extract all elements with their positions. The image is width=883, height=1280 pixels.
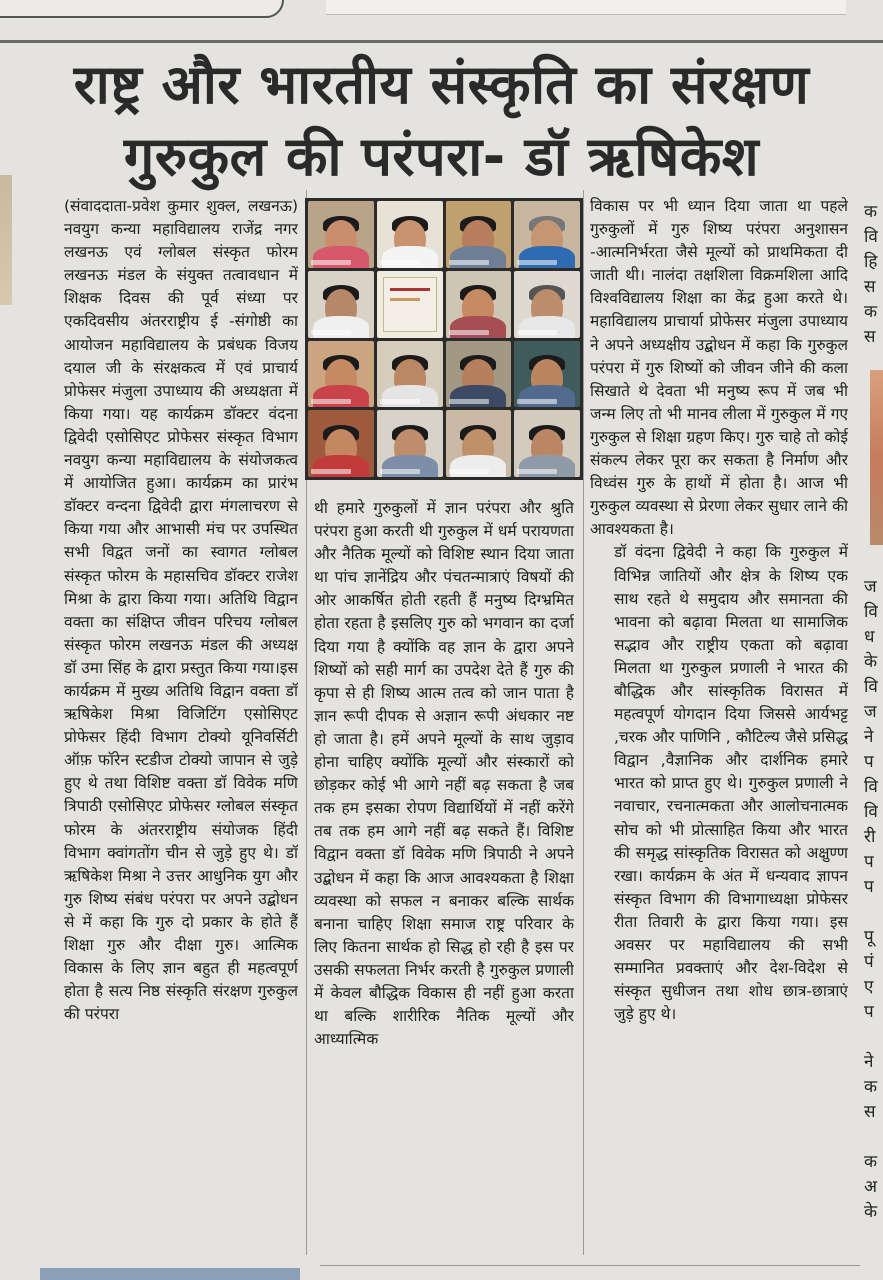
clipped-text-fragment: स [864,277,876,297]
participant-tile [308,201,374,268]
participant-tile [377,201,443,268]
bottom-rule [320,1265,860,1266]
participant-tile [377,341,443,408]
presentation-slide-tile [377,271,443,338]
clipped-text-fragment [864,525,883,550]
clipped-text-fragment: पं [864,952,874,972]
article-column-2 [314,497,574,1257]
clipped-text-fragment: पू [864,927,874,947]
clipped-text-fragment: री [864,827,876,847]
participant-tile [446,201,512,268]
participant-tile [308,410,374,477]
clipped-text-fragment: ध [864,627,875,647]
clipped-text-fragment [864,450,883,475]
participant-tile [514,271,580,338]
clipped-text-fragment: वि [864,677,878,697]
adjacent-article-bottom-edge [40,1268,300,1280]
clipped-text-fragment: क [864,1152,878,1172]
headline [20,50,863,192]
clipped-text-fragment [864,375,883,400]
participant-tile [308,271,374,338]
clipped-text-fragment [864,500,883,525]
clipped-text-fragment [864,1025,883,1050]
clipped-text-fragment: वि [864,802,878,822]
clipped-text-fragment [864,1125,883,1150]
column-2-text: थी हमारे गुरुकुलों में ज्ञान परंपरा और श्रुति परंपरा हुआ करती थी गुरुकुल में धर्म परायणता और नैतिक मूल्यों को विशिष्ट स्थान दिया जाता था पांच ज्ञानेंद्रिय और पंचतन्मात्राएं विषयों की ओर आकर्षित होती रहती हैं मनुष्य दिग्भ्रमित होता रहता है इसलिए गुरु को भगवान का दर्जा दिया गया है क्योंकि वह ज्ञान के द्वारा अपने शिष्यों को सही मार्ग का उपदेश देते हैं गुरु की कृपा से ही शिष्य आत्म तत्व को जान पाता है ज्ञान रूपी दीपक से अज्ञान रूपी अंधकार नष्ट हो जाता है। हमें अपने मूल्यों के साथ जुड़ाव होना चाहिए क्योंकि मूल्यों और संस्कारों को छोड़कर कोई भी आगे नहीं बढ़ सकता है जब तक हम इसका रोपण विद्यार्थियों में नहीं करेंगे तब तक हम आगे नहीं बढ़ सकते हैं। विशिष्ट विद्वान वक्ता डॉ विवेक मणि त्रिपाठी ने अपने उद्बोधन में कहा कि आज आवश्यकता है शिक्षा व्यवस्था को सफल न बनाकर बल्कि सार्थक बनाना चाहिए शिक्षा समाज राष्ट्र परिवार के लिए कितना सार्थक हो सिद्ध हो रही है इस पर उसकी सफलता निर्भर करती है गुरुकुल प्रणाली में केवल बौद्धिक विकास ही नहीं हुआ करता था बल्कि शारीरिक नैतिक मूल्यों और आध्यात्मिक [314,499,574,1049]
adjacent-article-box [0,0,284,18]
clipped-text-fragment [864,550,883,575]
clipped-text-fragment: ज [864,577,877,597]
webinar-screenshot-photo [305,198,583,480]
clipped-text-fragment [864,400,883,425]
clipped-text-fragment: ने [864,1052,874,1072]
participant-tile [446,271,512,338]
clipped-text-fragment: वि [864,777,878,797]
participant-tile [446,341,512,408]
article-column-3 [590,195,848,1255]
clipped-text-fragment: प [864,1002,874,1022]
column-3-paragraph-1: विकास पर भी ध्यान दिया जाता था पहले गुरुकुलों में गुरु शिष्य परंपरा अनुशासन -आत्मनिर्भरता जैसे मूल्यों को प्राथमिकता दी जाती थी। नालंदा तक्षशिला विक्रमशिला आदि विश्वविद्यालय शिक्षा का केंद्र हुआ करते थे।महाविद्यालय प्राचार्या प्रोफेसर मंजुला उपाध्याय ने अपने अध्यक्षीय उद्बोधन में कहा कि गुरुकुल परंपरा में गुरु शिष्यों को जीवन जीने की कला सिखाते थे देवता भी मनुष्य रूप में जब भी जन्म लिए तो भी मानव लीला में गुरुकुल में गए गुरुकुल से शिक्षा ग्रहण किए। गुरु चाहे तो कोई संकल्प लेकर पूरा कर सकता है निर्माण और विध्वंस गुरु के हाथों में होता है। आज भी गुरुकुल व्यवस्था से प्रेरणा लेकर सुधार लाने की आवश्यकता है। [590,197,848,539]
clipped-text-fragment: के [864,1202,878,1222]
clipped-text-fragment: क [864,202,878,222]
clipped-text-fragment: के [864,652,878,672]
clipped-text-fragment: ए [864,977,874,997]
clipped-text-fragment: प [864,752,874,772]
adjacent-article-clipped-text [864,200,883,1250]
clipped-text-fragment: स [864,1102,876,1122]
participant-tile [514,201,580,268]
clipped-text-fragment: स [864,327,876,347]
top-rule [0,40,883,43]
adjacent-photo-edge [0,175,12,305]
column-divider [583,190,584,1255]
clipped-text-fragment [864,350,883,375]
clipped-text-fragment: वि [864,227,878,247]
participant-tile [514,341,580,408]
clipped-text-fragment: ज [864,702,877,722]
participant-tile [514,410,580,477]
clipped-text-fragment: प [864,852,874,872]
headline-line-2: गुरुकुल की परंपरा- डॉ ऋषिकेश [123,125,760,188]
column-1-text: (संवाददाता-प्रवेश कुमार शुक्ल, लखनऊ) नवयुग कन्या महाविद्यालय राजेंद्र नगर लखनऊ एवं ग्लोबल संस्कृत फोरम लखनऊ मंडल के संयुक्त तत्वावधान में शिक्षक दिवस की पूर्व संध्या पर एकदिवसीय अंतरराष्ट्रीय ई -संगोष्ठी का आयोजन महाविद्यालय के प्रबंधक विजय दयाल जी के संरक्षकत्व में एवं प्राचार्य प्रोफेसर मंजुला उपाध्याय की अध्यक्षता में किया गया। यह कार्यक्रम डॉक्टर वंदना द्विवेदी एसोसिएट प्रोफेसर संस्कृत विभाग नवयुग कन्या महाविद्यालय के संयोजकत्व में आयोजित हुआ। कार्यक्रम का प्रारंभ डॉक्टर वन्दना द्विवेदी द्वारा मंगलाचरण से किया गया और आभासी मंच पर उपस्थित सभी विद्वत जनों का स्वागत ग्लोबल संस्कृत फोरम के महासचिव डॉक्टर राजेश मिश्रा के द्वारा किया गया। अतिथि विद्वान वक्ता का संक्षिप्त जीवन परिचय ग्लोबल संस्कृत फोरम लखनऊ मंडल की अध्यक्ष डॉ उमा सिंह के द्वारा प्रस्तुत किया गया।इस कार्यक्रम में मुख्य अतिथि विद्वान वक्ता डॉ ऋषिकेश मिश्रा विजिटिंग एसोसिएट प्रोफेसर हिंदी विभाग टोक्यो यूनिवर्सिटी ऑफ़ फॉरेन स्टडीज टोक्यो जापान से जुड़े हुए थे तथा विशिष्ट वक्ता डॉ विवेक मणि त्रिपाठी एसोसिएट प्रोफेसर ग्लोबल संस्कृत फोरम के अंतरराष्ट्रीय संयोजक हिंदी विभाग क्वांगतोंग चीन से जुड़े हुए थे। डॉ ऋषिकेश मिश्रा ने उत्तर आधुनिक युग और गुरु शिष्य संबंध परंपरा पर अपने उद्बोधन से में कहा कि गुरु दो प्रकार के होते हैं शिक्षा गुरु और दीक्षा गुरु। आत्मिक विकास के लिए ज्ञान बहुत ही महत्वपूर्ण होता है सत्य निष्ठ संस्कृति संरक्षण गुरुकुल की परंपरा [64,197,298,1024]
headline-line-1: राष्ट्र और भारतीय संस्कृति का संरक्षण [73,53,810,116]
clipped-text-fragment: ने [864,727,874,747]
article-column-1 [40,195,298,1255]
participant-tile [377,410,443,477]
clipped-text-fragment: प [864,877,874,897]
adjacent-article-edge [326,0,846,15]
clipped-text-fragment: क [864,302,878,322]
participant-tile [308,341,374,408]
clipped-text-fragment: हि [864,252,878,272]
column-3-paragraph-2: डॉ वंदना द्विवेदी ने कहा कि गुरुकुल में विभिन्न जातियों और क्षेत्र के शिष्य एक साथ रहते थे समुदाय और समानता की भावना को बढ़ावा मिलता था सामाजिक सद्भाव और राष्ट्रीय एकता को बढ़ावा मिलता था गुरुकुल प्रणाली ने भारत की बौद्धिक और सांस्कृतिक विरासत में महत्वपूर्ण योगदान दिया जिससे आर्यभट्ट ,चरक और पाणिनि , कौटिल्य जैसे प्रसिद्ध विद्वान ,वैज्ञानिक और दार्शनिक हमारे भारत को प्राप्त हुए थे। गुरुकुल प्रणाली ने नवाचार, रचनात्मकता और आलोचनात्मक सोच को भी प्रोत्साहित किया और भारत की समृद्ध सांस्कृतिक विरासत को अक्षुण्ण रखा। कार्यक्रम के अंत में धन्यवाद ज्ञापन संस्कृत विभाग की विभागाध्यक्षा प्रोफेसर रीता तिवारी के द्वारा किया गया। इस अवसर पर महाविद्यालय की सभी सम्मानित प्रवक्ताएं और देश-विदेश से संस्कृत सुधीजन तथा शोध छात्र-छात्राएं जुड़े हुए थे। [614,543,848,1024]
clipped-text-fragment: वि [864,602,878,622]
clipped-text-fragment [864,900,883,925]
clipped-text-fragment: क [864,1077,878,1097]
participant-tile [446,410,512,477]
clipped-text-fragment [864,425,883,450]
clipped-text-fragment [864,475,883,500]
clipped-text-fragment: अ [864,1177,877,1197]
